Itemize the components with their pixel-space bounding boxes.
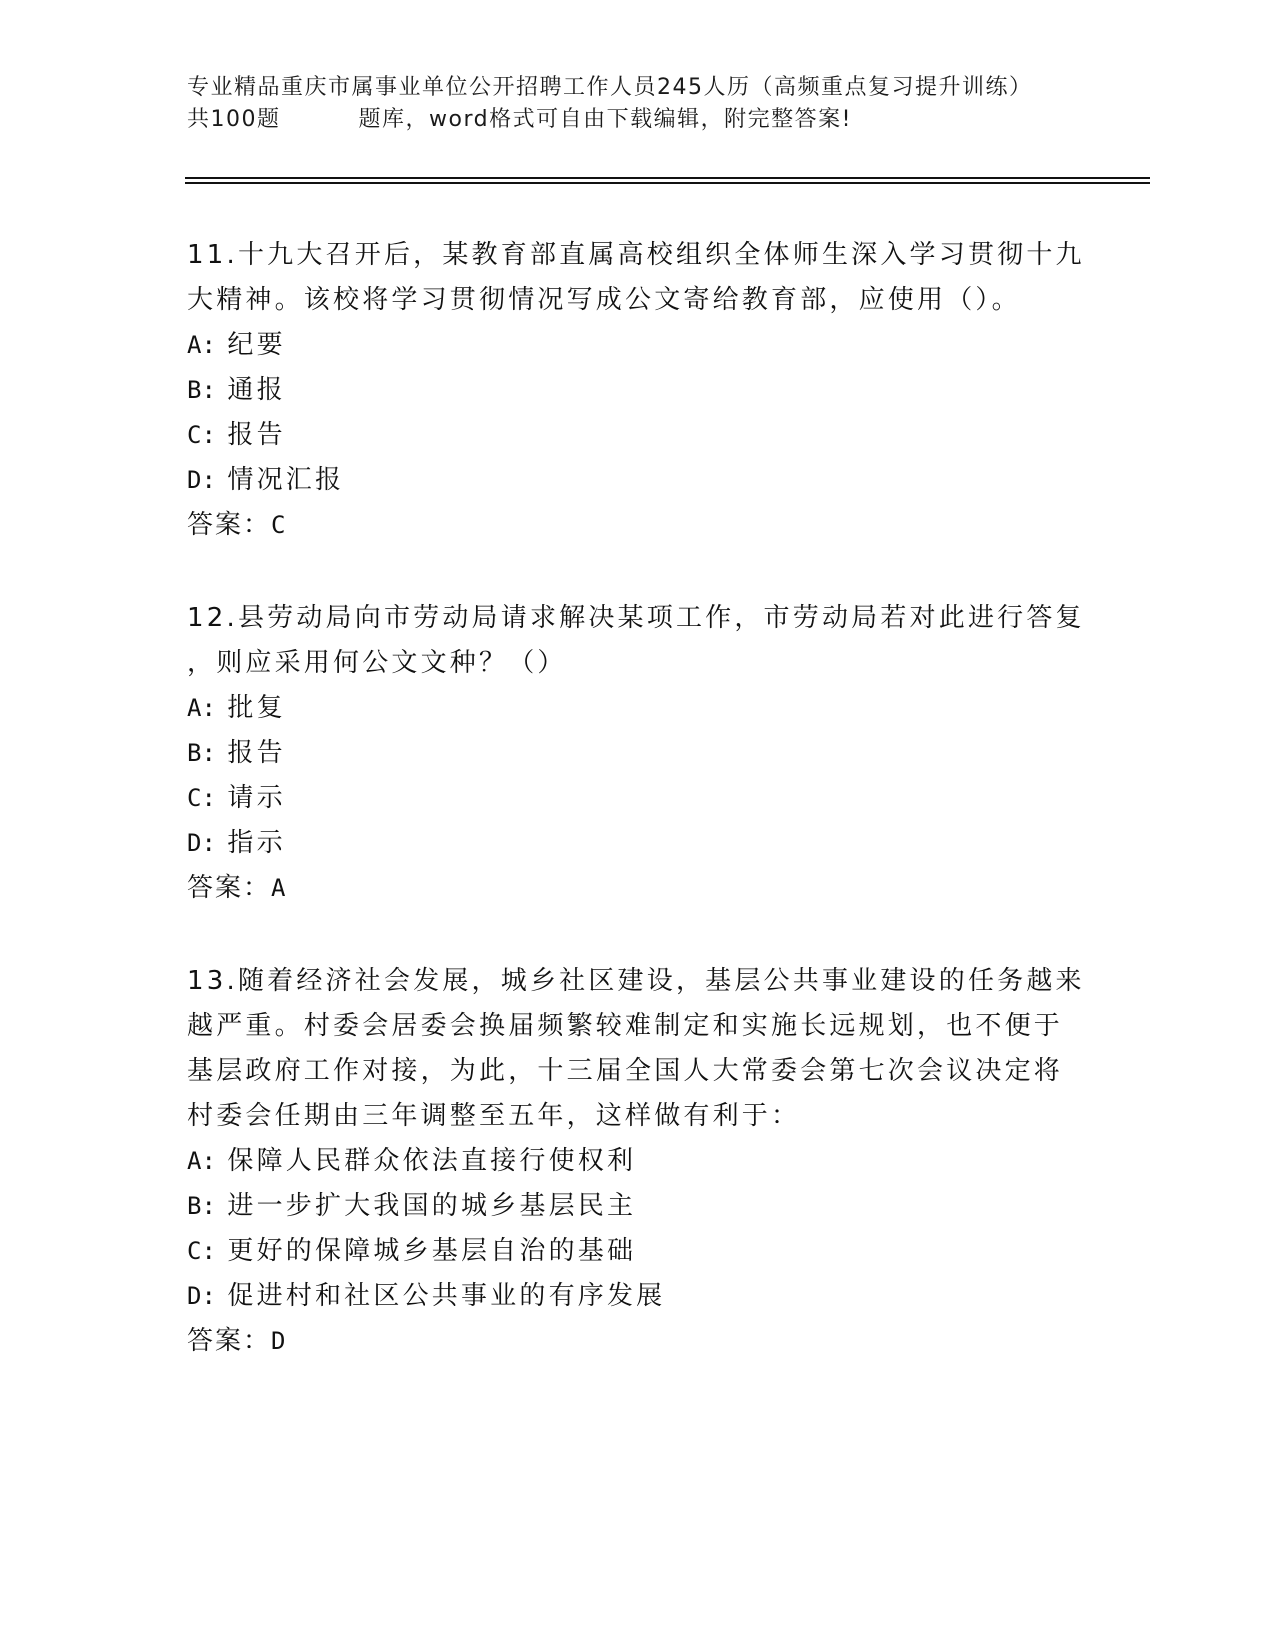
question-13	[187, 959, 1087, 1364]
question-stem-line: ，则应采用何公文文种？（）	[187, 648, 567, 678]
question-12	[187, 596, 1087, 911]
option-text: 请示	[227, 783, 286, 813]
header-subtitle-line	[187, 104, 1087, 136]
option-text: 通报	[227, 375, 286, 405]
answer-value: A	[271, 874, 286, 902]
header-rule-bottom	[185, 182, 1150, 184]
question-stem-line: 大精神。该校将学习贯彻情况写成公文寄给教育部，应使用（）。	[187, 285, 1021, 315]
question-stem	[187, 959, 1087, 1139]
question-stem-line: 越严重。村委会居委会换届频繁较难制定和实施长远规划，也不便于	[187, 1011, 1064, 1041]
option-key: A:	[187, 694, 216, 722]
answer-value: D	[271, 1327, 286, 1355]
header-question-count: 共100题	[187, 107, 281, 132]
option-text: 指示	[227, 828, 286, 858]
question-stem-line: 12.县劳动局向市劳动局请求解决某项工作，市劳动局若对此进行答复	[187, 603, 1085, 633]
option-b	[187, 1184, 1087, 1229]
option-key: C:	[187, 421, 216, 449]
option-d	[187, 821, 1087, 866]
header-title-line: 专业精品重庆市属事业单位公开招聘工作人员245人历（高频重点复习提升训练）	[187, 75, 1033, 100]
option-key: B:	[187, 1192, 216, 1220]
option-c	[187, 776, 1087, 821]
option-text: 情况汇报	[227, 465, 345, 495]
answer-label: 答案：	[187, 1326, 272, 1356]
option-key: B:	[187, 739, 216, 767]
option-key: A:	[187, 1147, 216, 1175]
answer-line	[187, 1319, 1087, 1364]
question-stem-line: 村委会任期由三年调整至五年，这样做有利于：	[187, 1101, 801, 1131]
option-d	[187, 1274, 1087, 1319]
question-stem-line: 11.十九大召开后，某教育部直属高校组织全体师生深入学习贯彻十九	[187, 240, 1085, 270]
option-key: B:	[187, 376, 216, 404]
option-key: C:	[187, 1237, 216, 1265]
option-key: D:	[187, 829, 216, 857]
option-key: C:	[187, 784, 216, 812]
option-text: 保障人民群众依法直接行使权利	[227, 1146, 637, 1176]
answer-label: 答案：	[187, 510, 272, 540]
option-text: 促进村和社区公共事业的有序发展	[227, 1281, 666, 1311]
header-description: 题库，word格式可自由下载编辑，附完整答案!	[358, 107, 852, 132]
option-text: 进一步扩大我国的城乡基层民主	[227, 1191, 637, 1221]
option-key: D:	[187, 1282, 216, 1310]
header-rule-top	[185, 177, 1150, 179]
option-key: A:	[187, 331, 216, 359]
question-stem	[187, 233, 1087, 323]
question-stem	[187, 596, 1087, 686]
option-b	[187, 368, 1087, 413]
option-a	[187, 686, 1087, 731]
answer-label: 答案：	[187, 873, 272, 903]
question-stem-line: 基层政府工作对接，为此，十三届全国人大常委会第七次会议决定将	[187, 1056, 1064, 1086]
option-text: 纪要	[227, 330, 286, 360]
answer-line	[187, 866, 1087, 911]
option-b	[187, 731, 1087, 776]
option-key: D:	[187, 466, 216, 494]
option-c	[187, 1229, 1087, 1274]
answer-value: C	[271, 511, 286, 539]
option-c	[187, 413, 1087, 458]
option-text: 报告	[227, 738, 286, 768]
option-text: 批复	[227, 693, 286, 723]
question-stem-line: 13.随着经济社会发展，城乡社区建设，基层公共事业建设的任务越来	[187, 966, 1085, 996]
option-a	[187, 323, 1087, 368]
option-text: 报告	[227, 420, 286, 450]
option-a	[187, 1139, 1087, 1184]
option-text: 更好的保障城乡基层自治的基础	[227, 1236, 637, 1266]
option-d	[187, 458, 1087, 503]
document-header	[187, 72, 1087, 136]
answer-line	[187, 503, 1087, 548]
question-11	[187, 233, 1087, 548]
